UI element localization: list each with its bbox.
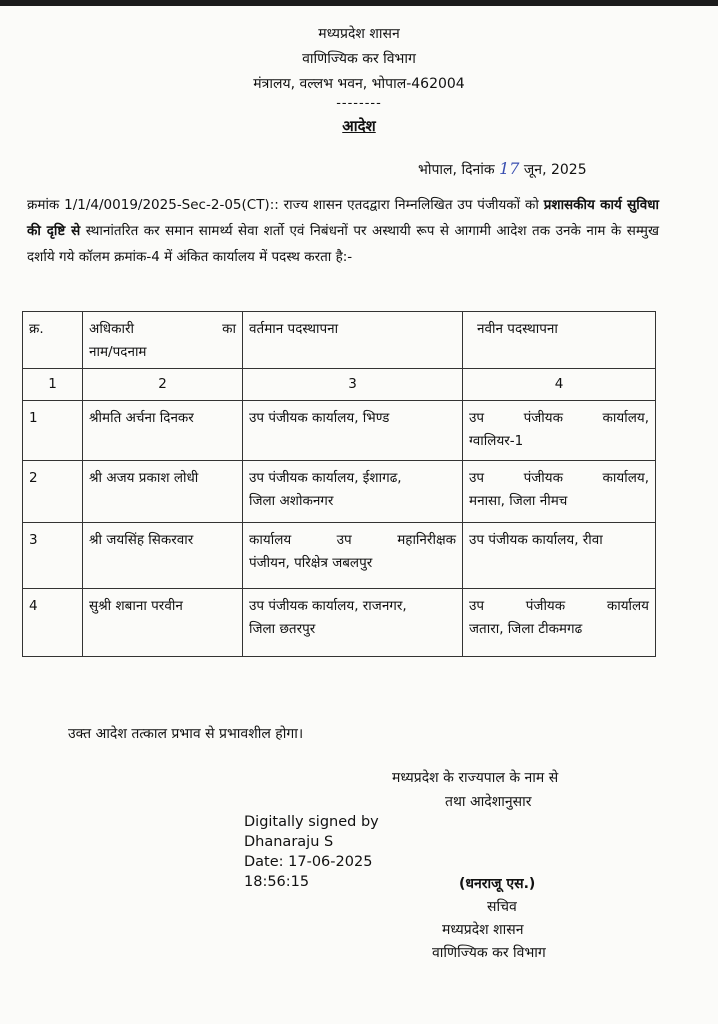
row-officer-name: श्री अजय प्रकाश लोधी — [83, 461, 243, 523]
transfer-table — [22, 311, 656, 657]
row-new-posting — [463, 523, 656, 589]
order-text-bold: प्रशासकीय कार्य सुविधा की दृष्टि से — [27, 197, 659, 239]
current-posting-line1: उप पंजीयक कार्यालय, राजनगर, — [249, 598, 407, 614]
row-new-posting — [463, 589, 656, 657]
header-officer-word2: का — [222, 321, 236, 337]
order-text-b: स्थानांतरित कर समान सामर्थ्य सेवा शर्तो एवं निबंधनों पर अस्थायी रूप से आगामी आदेश तक उनके नाम के सम्मुख दर्शाये गये कॉलम क्रमांक-4 में अंकित कार्यालय में पदस्थ करता है:- — [27, 223, 659, 265]
new-posting-line2: मनासा, जिला नीमच — [469, 493, 568, 509]
row-current-posting — [243, 589, 463, 657]
current-posting-line1: उप पंजीयक कार्यालय, ईशागढ, — [249, 470, 402, 486]
row-serial: 2 — [23, 461, 83, 523]
row-officer-name: श्रीमति अर्चना दिनकर — [83, 401, 243, 461]
digital-signature-line3: Date: 17-06-2025 — [244, 854, 373, 870]
digital-signature-line4: 18:56:15 — [244, 874, 310, 890]
new-posting-line2: ग्वालियर-1 — [469, 433, 524, 449]
date-month-year: जून, 2025 — [523, 162, 587, 178]
header-divider: -------- — [336, 96, 382, 111]
header-officer — [83, 312, 243, 369]
document-page — [0, 6, 718, 1024]
table-row — [23, 523, 656, 589]
digital-signature-block — [244, 812, 379, 892]
new-posting-line1: उप पंजीयक कार्यालय, — [469, 470, 649, 486]
row-serial: 1 — [23, 401, 83, 461]
row-current-posting — [243, 401, 463, 461]
order-text-a: राज्य शासन एतदद्वारा निम्नलिखित उप पंजीयकों को — [278, 197, 544, 213]
closing-line1: मध्यप्रदेश के राज्यपाल के नाम से — [392, 770, 559, 786]
new-posting-line1: उप पंजीयक कार्यालय, — [469, 410, 649, 426]
current-posting-line2: जिला छतरपुर — [249, 621, 316, 637]
header-serial: क्र. — [23, 312, 83, 369]
date-day-handwritten: 17 — [499, 159, 520, 178]
order-paragraph — [27, 192, 659, 270]
current-posting-line1: कार्यालय उप महानिरीक्षक — [249, 532, 456, 548]
header-officer-line2: नाम/पदनाम — [89, 344, 147, 360]
signatory-org1: मध्यप्रदेश शासन — [442, 922, 524, 938]
column-number-row — [23, 369, 656, 401]
table-row — [23, 401, 656, 461]
digital-signature-line1: Digitally signed by — [244, 814, 379, 830]
digital-signature-line2: Dhanaraju S — [244, 834, 334, 850]
header-current-posting: वर्तमान पदस्थापना — [243, 312, 463, 369]
row-serial: 3 — [23, 523, 83, 589]
current-posting-line2: पंजीयन, परिक्षेत्र जबलपुर — [249, 555, 373, 571]
table-row — [23, 461, 656, 523]
column-number: 4 — [463, 369, 656, 401]
current-posting-line1: उप पंजीयक कार्यालय, भिण्ड — [249, 410, 390, 426]
row-new-posting — [463, 461, 656, 523]
row-new-posting — [463, 401, 656, 461]
signatory-org2: वाणिज्यिक कर विभाग — [432, 945, 546, 961]
signatory-name: (धनराजू एस.) — [459, 876, 536, 892]
order-title: आदेश — [342, 117, 376, 135]
dateline — [418, 159, 587, 179]
govt-name: मध्यप्रदेश शासन — [318, 26, 400, 42]
date-place: भोपाल, दिनांक — [418, 162, 495, 178]
signatory-designation: सचिव — [487, 899, 517, 915]
table-row — [23, 589, 656, 657]
header-new-posting: नवीन पदस्थापना — [463, 312, 656, 369]
column-number: 1 — [23, 369, 83, 401]
new-posting-line2: जतारा, जिला टीकमगढ — [469, 621, 583, 637]
column-number: 3 — [243, 369, 463, 401]
effect-statement: उक्त आदेश तत्काल प्रभाव से प्रभावशील होगा। — [68, 726, 304, 742]
header-officer-word1: अधिकारी — [89, 321, 134, 337]
column-number: 2 — [83, 369, 243, 401]
order-number: क्रमांक 1/1/4/0019/2025-Sec-2-05(CT):: — [27, 197, 279, 213]
row-serial: 4 — [23, 589, 83, 657]
current-posting-line2: जिला अशोकनगर — [249, 493, 334, 509]
row-officer-name: सुश्री शबाना परवीन — [83, 589, 243, 657]
new-posting-line1: उप पंजीयक कार्यालय, रीवा — [469, 532, 603, 548]
new-posting-line1: उप पंजीयक कार्यालय — [469, 598, 649, 614]
row-current-posting — [243, 523, 463, 589]
office-address: मंत्रालय, वल्लभ भवन, भोपाल-462004 — [253, 76, 465, 92]
department-name: वाणिज्यिक कर विभाग — [302, 51, 416, 67]
table-header-row — [23, 312, 656, 369]
row-current-posting — [243, 461, 463, 523]
closing-line2: तथा आदेशानुसार — [445, 794, 532, 810]
row-officer-name: श्री जयसिंह सिकरवार — [83, 523, 243, 589]
